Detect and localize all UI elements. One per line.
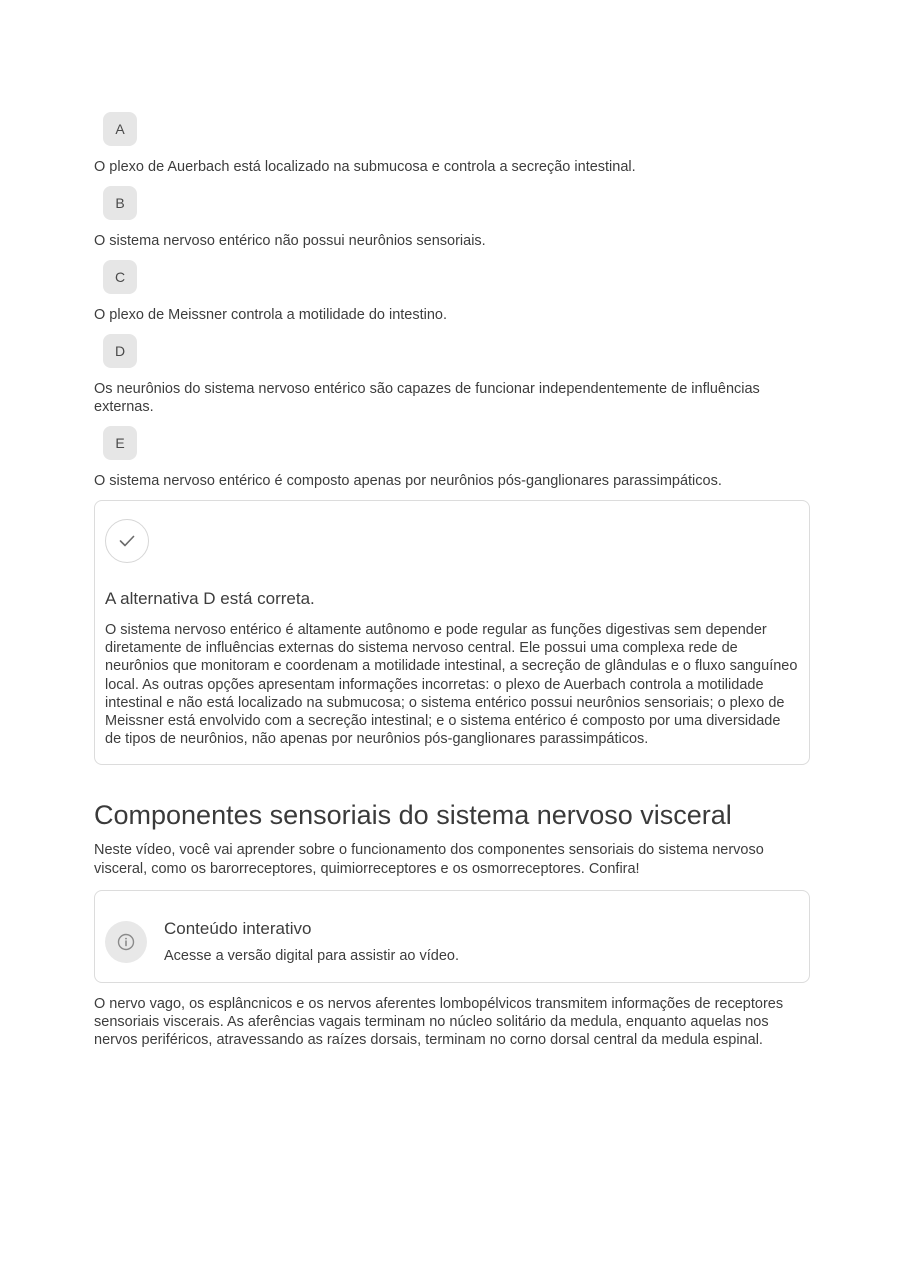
option-letter-badge[interactable]: E [103, 426, 137, 460]
closing-paragraph: O nervo vago, os esplâncnicos e os nervos aferentes lombopélvicos transmitem informações de receptores sensoriais viscerais. As aferências vagais terminam no núcleo solitário da medula, enquanto aquelas nos nervos periféricos, atravessando as raízes dorsais, terminam no corno dorsal central da medula espinal. [94, 995, 784, 1049]
feedback-title: A alternativa D está correta. [105, 589, 315, 608]
option-d[interactable] [94, 334, 810, 416]
option-text: O sistema nervoso entérico é composto apenas por neurônios pós-ganglionares parassimpáticos. [94, 473, 722, 489]
interactive-subtitle: Acesse a versão digital para assistir ao vídeo. [164, 947, 459, 964]
interactive-text [164, 919, 459, 964]
option-letter-badge[interactable]: D [103, 334, 137, 368]
option-letter-badge[interactable]: A [103, 112, 137, 146]
interactive-title: Conteúdo interativo [164, 918, 312, 938]
option-e[interactable] [94, 426, 810, 490]
section-intro: Neste vídeo, você vai aprender sobre o funcionamento dos componentes sensoriais do sistema nervoso visceral, como os barorreceptores, quimiorreceptores e os osmorreceptores. Confira! [94, 842, 764, 877]
section-title: Componentes sensoriais do sistema nervoso visceral [94, 800, 732, 831]
option-b[interactable] [94, 186, 810, 250]
check-icon [105, 519, 149, 563]
info-icon [105, 921, 147, 963]
answer-feedback-box [94, 500, 810, 765]
option-text: O sistema nervoso entérico não possui neurônios sensoriais. [94, 233, 486, 249]
option-text: O plexo de Auerbach está localizado na submucosa e controla a secreção intestinal. [94, 159, 636, 175]
option-a[interactable] [94, 112, 810, 176]
option-letter-badge[interactable]: B [103, 186, 137, 220]
option-text: O plexo de Meissner controla a motilidade do intestino. [94, 307, 448, 323]
option-letter-badge[interactable]: C [103, 260, 137, 294]
option-c[interactable] [94, 260, 810, 324]
option-text: Os neurônios do sistema nervoso entérico são capazes de funcionar independentemente de influências externas. [94, 381, 760, 415]
main-content [94, 112, 810, 1049]
feedback-body: O sistema nervoso entérico é altamente autônomo e pode regular as funções digestivas sem depender diretamente de influências externas do sistema nervoso central. Ele possui uma complexa rede de neurônios que monitoram e coordenam a motilidade intestinal, a secreção de glândulas e o fluxo sanguíneo local. As outras opções apresentam informações incorretas: o plexo de Auerbach controla a motilidade intestinal e não está localizado na submucosa; o sistema entérico possui neurônios sensoriais; o plexo de Meissner está envolvido com a secreção intestinal; e o sistema entérico é composto por uma diversidade de tipos de neurônios, não apenas por neurônios pós-ganglionares parassimpáticos. [105, 622, 798, 748]
interactive-content-box [94, 890, 810, 983]
